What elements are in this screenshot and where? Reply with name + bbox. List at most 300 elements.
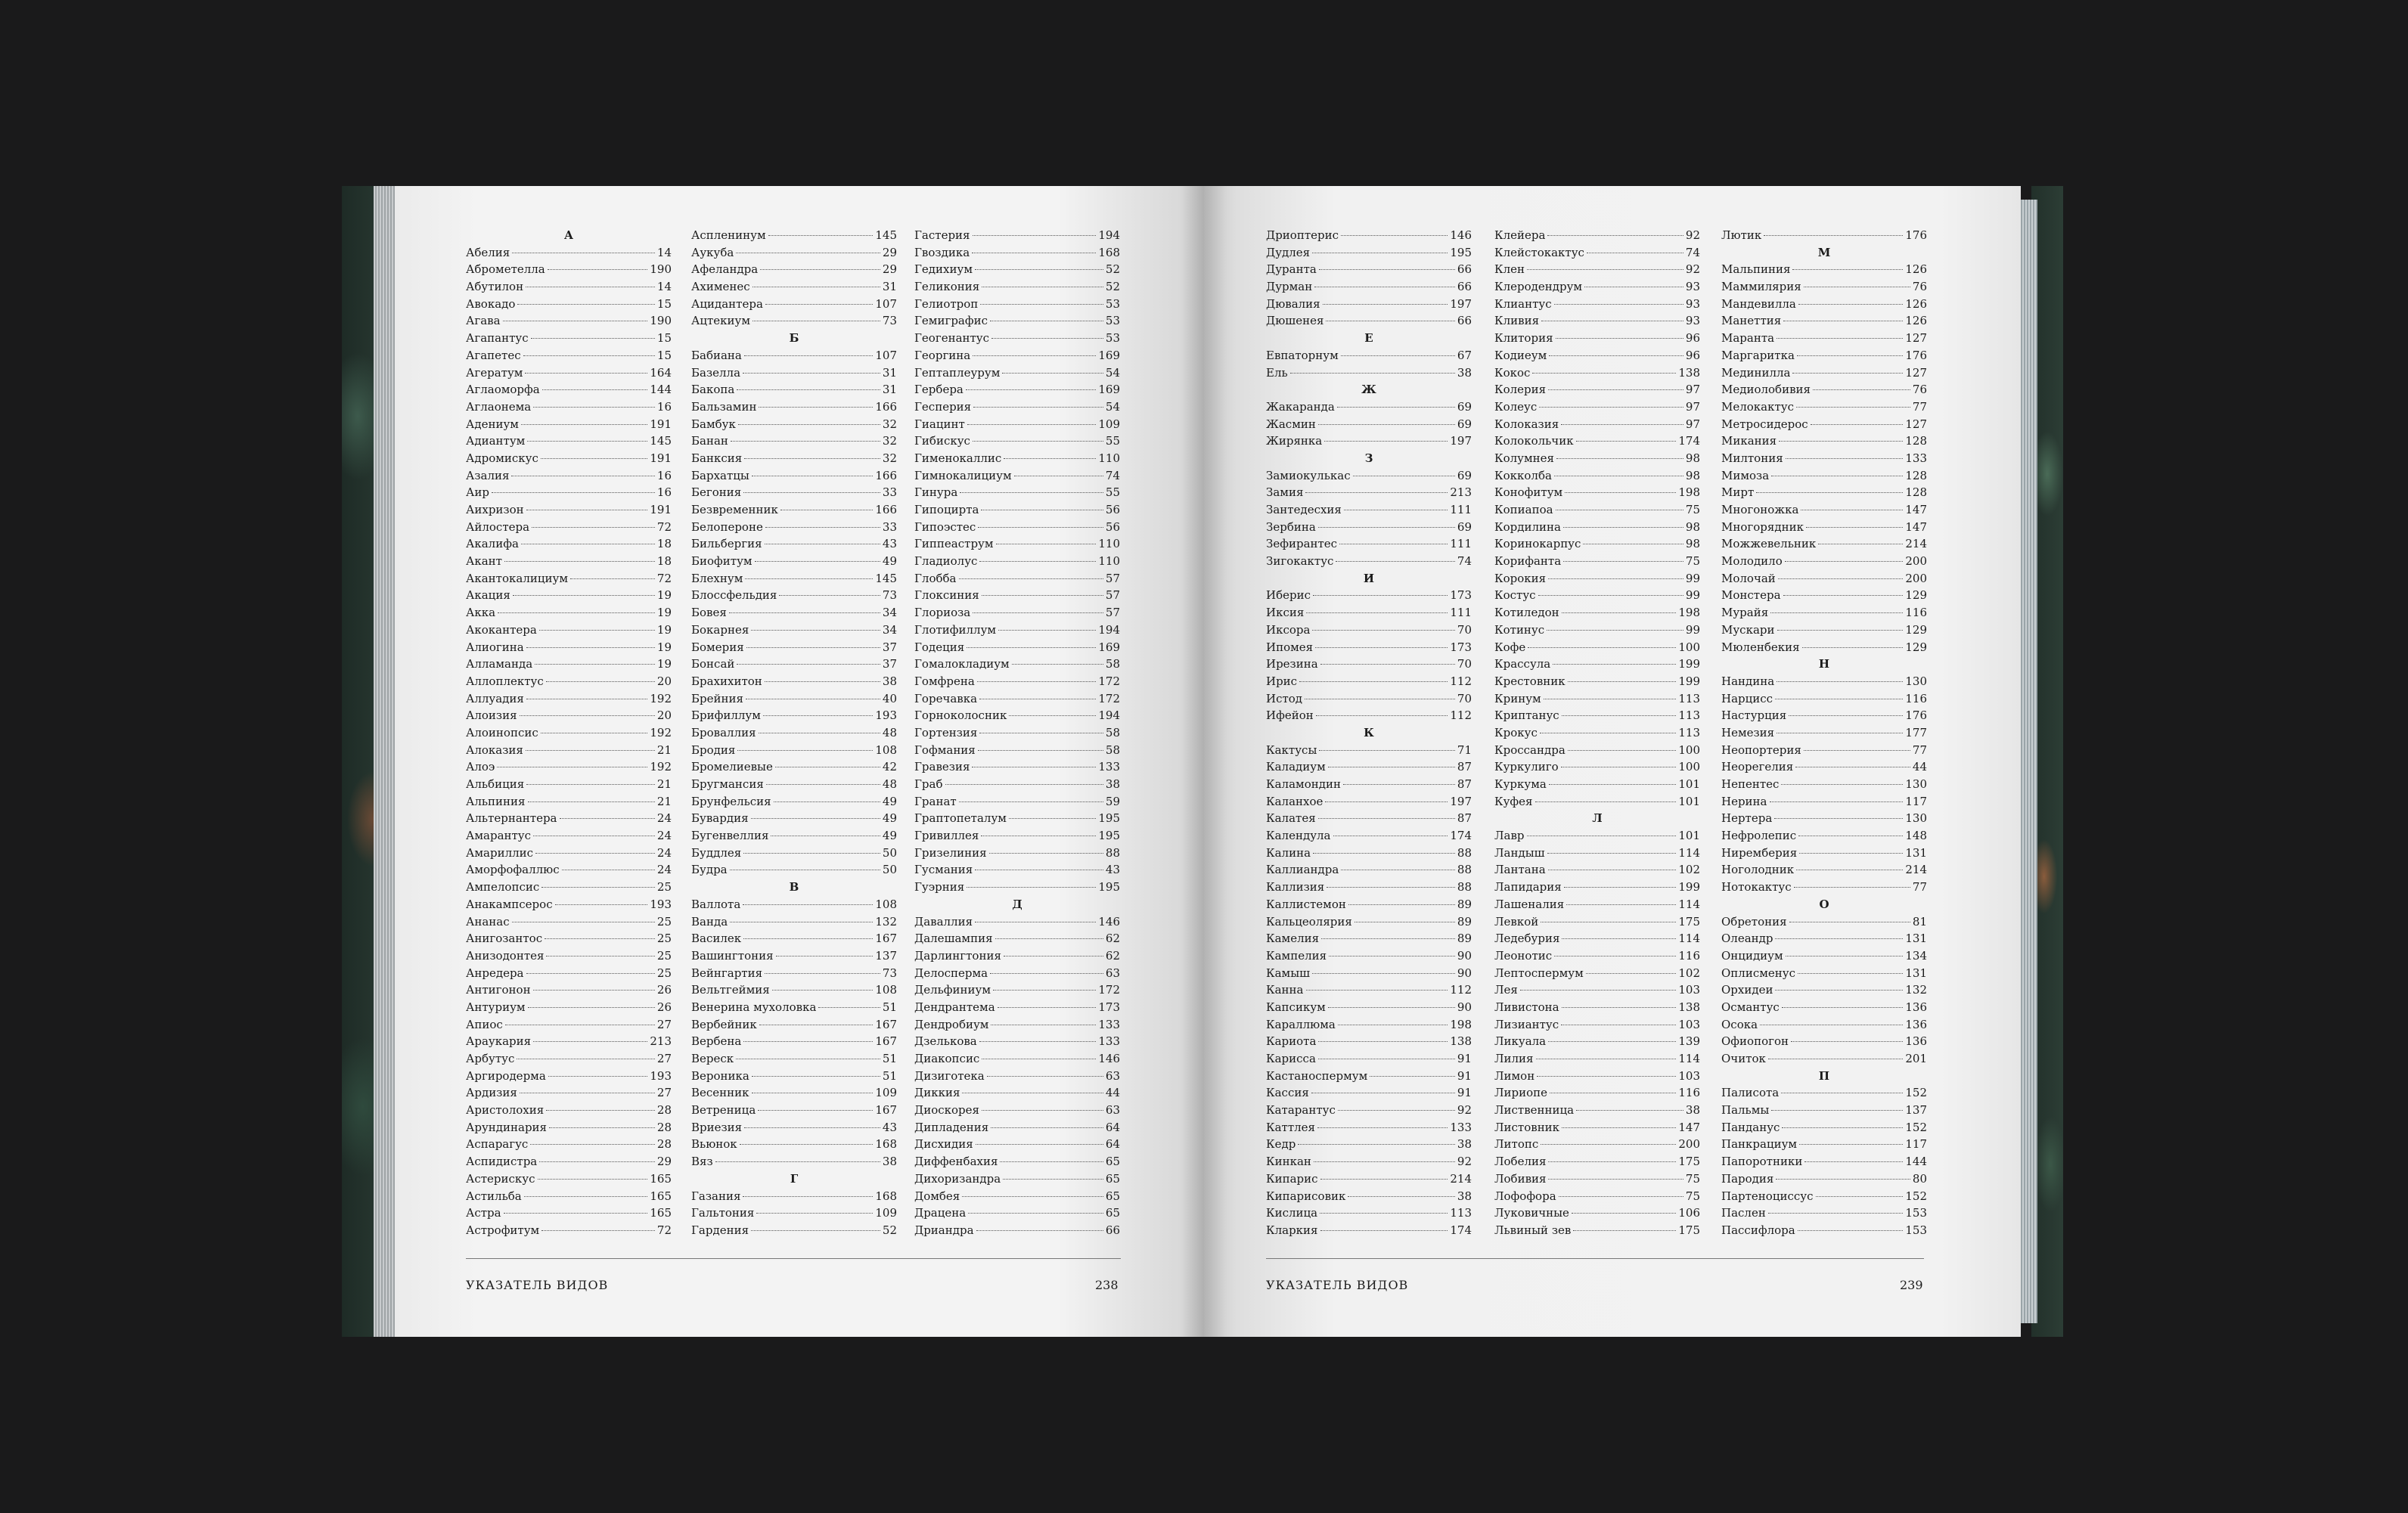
- leader-dots: [1563, 527, 1683, 528]
- index-entry: [466, 381, 672, 398]
- entry-name: Гравезия: [914, 760, 970, 774]
- leader-dots: [993, 990, 1096, 991]
- entry-name: Алоинопсис: [466, 725, 538, 739]
- entry-name: Нотокактус: [1721, 880, 1792, 894]
- entry-name: Ветреница: [691, 1103, 756, 1118]
- entry-name: Ифейон: [1266, 708, 1314, 723]
- entry-page: 55: [1105, 434, 1120, 448]
- entry-page: 133: [1450, 1120, 1472, 1134]
- leader-dots: [756, 1213, 873, 1214]
- index-entry: [691, 690, 897, 708]
- entry-page: 146: [1450, 228, 1472, 242]
- entry-page: 28: [656, 1120, 672, 1134]
- index-entry: [1721, 501, 1927, 519]
- entry-name: Лея: [1494, 983, 1518, 997]
- entry-page: 70: [1457, 622, 1472, 637]
- entry-name: Олеандр: [1721, 932, 1773, 946]
- entry-page: 51: [882, 1000, 897, 1014]
- entry-name: Кокос: [1494, 365, 1531, 380]
- index-entry: [1721, 793, 1927, 811]
- entry-page: 165: [650, 1206, 672, 1220]
- leader-dots: [1782, 1127, 1903, 1128]
- entry-name: Гардения: [691, 1223, 749, 1237]
- index-entry: [1721, 810, 1927, 827]
- index-entry: [691, 587, 897, 604]
- leader-dots: [1520, 990, 1677, 991]
- entry-page: 194: [1098, 708, 1120, 723]
- index-entry: [691, 312, 897, 330]
- leader-dots: [995, 938, 1103, 939]
- entry-page: 97: [1685, 417, 1700, 431]
- entry-page: 51: [882, 1068, 897, 1083]
- index-entry: [691, 913, 897, 931]
- leader-dots: [1348, 904, 1455, 905]
- entry-name: Гипоэстес: [914, 519, 976, 534]
- index-entry: [1494, 758, 1700, 776]
- leader-dots: [1009, 818, 1096, 819]
- entry-name: Иксия: [1266, 606, 1305, 620]
- entry-page: 133: [1098, 1017, 1120, 1031]
- index-entry: [1494, 776, 1700, 793]
- index-entry: [1266, 1050, 1472, 1068]
- entry-name: Аллоплектус: [466, 674, 544, 688]
- leader-dots: [1306, 612, 1448, 613]
- index-entry: [914, 261, 1120, 278]
- entry-page: 48: [882, 725, 897, 739]
- entry-page: 100: [1678, 743, 1700, 757]
- entry-name: Ванда: [691, 914, 728, 929]
- index-entry: [466, 622, 672, 639]
- index-entry: [1494, 707, 1700, 724]
- leader-dots: [779, 595, 880, 596]
- entry-page: 99: [1685, 588, 1700, 603]
- index-entry: [466, 604, 672, 622]
- leader-dots: [1806, 527, 1903, 528]
- entry-name: Клеродендрум: [1494, 280, 1583, 294]
- entry-name: Вельтгеймия: [691, 983, 770, 997]
- index-entry: [1494, 587, 1700, 604]
- entry-name: Клейера: [1494, 228, 1546, 242]
- leader-dots: [743, 373, 880, 374]
- index-entry: [466, 758, 672, 776]
- entry-name: Жакаранда: [1266, 399, 1335, 414]
- leader-dots: [1573, 1230, 1676, 1231]
- index-entry: [691, 896, 897, 913]
- entry-name: Диккия: [914, 1086, 960, 1100]
- index-entry: [914, 776, 1120, 793]
- index-entry: [691, 673, 897, 690]
- entry-name: Лобивия: [1494, 1171, 1547, 1186]
- index-entry: [691, 845, 897, 862]
- index-entry: [914, 364, 1120, 382]
- index-entry: [691, 604, 897, 622]
- entry-page: 34: [882, 622, 897, 637]
- leader-dots: [1553, 664, 1676, 665]
- index-entry: [914, 450, 1120, 467]
- entry-page: 153: [1905, 1223, 1927, 1237]
- entry-page: 20: [656, 708, 672, 723]
- entry-page: 57: [1105, 571, 1120, 585]
- entry-name: Альтернантера: [466, 811, 557, 826]
- index-entry: [1494, 896, 1700, 913]
- entry-name: Колеус: [1494, 399, 1538, 414]
- leader-dots: [1341, 235, 1448, 236]
- leader-dots: [1299, 681, 1448, 682]
- entry-page: 24: [656, 811, 672, 826]
- index-entry: [1721, 604, 1927, 622]
- entry-page: 116: [1905, 606, 1927, 620]
- entry-page: 168: [1098, 245, 1120, 259]
- entry-name: Горноколосник: [914, 708, 1007, 723]
- entry-name: Камыш: [1266, 966, 1311, 980]
- leader-dots: [1312, 630, 1454, 631]
- entry-name: Акокантера: [466, 622, 537, 637]
- entry-name: Кариота: [1266, 1034, 1317, 1049]
- entry-page: 25: [656, 948, 672, 963]
- entry-name: Бокарнея: [691, 622, 749, 637]
- entry-name: Айлостера: [466, 519, 530, 534]
- entry-page: 14: [656, 245, 672, 259]
- entry-name: Гранат: [914, 794, 957, 808]
- entry-page: 77: [1912, 399, 1927, 414]
- entry-name: Агератум: [466, 365, 523, 380]
- leader-dots: [967, 887, 1096, 888]
- leader-dots: [545, 938, 655, 939]
- entry-name: Дювалия: [1266, 296, 1320, 311]
- index-entry: [1721, 758, 1927, 776]
- index-entry: [466, 981, 672, 999]
- index-entry: [1266, 827, 1472, 845]
- entry-page: 19: [656, 606, 672, 620]
- leader-dots: [763, 715, 873, 716]
- index-entry: [914, 707, 1120, 724]
- entry-name: Кальцеолярия: [1266, 914, 1352, 929]
- leader-dots: [768, 235, 874, 236]
- entry-page: 168: [875, 1189, 897, 1203]
- entry-name: Калатея: [1266, 811, 1316, 826]
- index-entry: [1494, 742, 1700, 759]
- leader-dots: [542, 389, 648, 390]
- entry-page: 66: [1457, 314, 1472, 328]
- index-entry: [914, 1170, 1120, 1188]
- leader-dots: [1756, 492, 1903, 493]
- index-entry: [691, 981, 897, 999]
- leader-dots: [1539, 407, 1683, 408]
- leader-dots: [1535, 801, 1677, 802]
- entry-name: Аихризон: [466, 503, 524, 516]
- entry-name: Зантедесхия: [1266, 503, 1342, 516]
- leader-dots: [1548, 578, 1683, 579]
- leader-dots: [1012, 664, 1103, 665]
- entry-name: Глотифиллум: [914, 622, 997, 637]
- entry-name: Астра: [466, 1206, 501, 1220]
- entry-page: 24: [656, 829, 672, 843]
- entry-name: Истод: [1266, 691, 1303, 705]
- entry-page: 28: [656, 1137, 672, 1152]
- entry-page: 57: [1105, 588, 1120, 603]
- index-entry: [1721, 381, 1927, 398]
- entry-page: 110: [1098, 554, 1120, 569]
- entry-name: Папоротники: [1721, 1155, 1803, 1169]
- index-entry: [691, 639, 897, 656]
- leader-dots: [1562, 1127, 1676, 1128]
- index-entry: [691, 278, 897, 296]
- index-entry: [1721, 227, 1927, 244]
- entry-name: Гептаплеурум: [914, 365, 1001, 380]
- entry-page: 74: [1457, 554, 1472, 569]
- index-entry: [1721, 535, 1927, 553]
- index-entry: [914, 330, 1120, 347]
- entry-name: Бонсай: [691, 657, 735, 671]
- index-entry: [914, 1084, 1120, 1102]
- entry-page: 98: [1685, 519, 1700, 534]
- index-entry: [1494, 364, 1700, 382]
- index-entry: [466, 433, 672, 450]
- entry-name: Кларкия: [1266, 1223, 1318, 1237]
- entry-name: Белопероне: [691, 519, 763, 534]
- leader-dots: [1778, 578, 1904, 579]
- entry-name: Акация: [466, 588, 510, 603]
- entry-name: Венерина мухоловка: [691, 1000, 817, 1014]
- entry-page: 80: [1912, 1171, 1927, 1186]
- entry-page: 129: [1905, 622, 1927, 637]
- entry-name: Маранта: [1721, 331, 1775, 346]
- entry-name: Замиокулькас: [1266, 468, 1351, 482]
- entry-page: 114: [1678, 1052, 1700, 1065]
- entry-name: Безвременник: [691, 503, 778, 516]
- entry-page: 58: [1105, 743, 1120, 757]
- entry-name: Гиацинт: [914, 417, 965, 431]
- entry-page: 70: [1457, 691, 1472, 705]
- index-entry: [1266, 364, 1472, 382]
- entry-name: Гипоцирта: [914, 503, 979, 516]
- index-entry: [1494, 227, 1700, 244]
- entry-name: Клитория: [1494, 331, 1553, 346]
- entry-page: 70: [1457, 657, 1472, 671]
- leader-dots: [528, 801, 655, 802]
- entry-page: 64: [1105, 1137, 1120, 1152]
- index-entry: [1721, 450, 1927, 467]
- entry-name: Абелия: [466, 245, 510, 259]
- entry-name: Куркулиго: [1494, 760, 1559, 774]
- entry-page: 27: [656, 1017, 672, 1031]
- index-entry: [691, 793, 897, 811]
- index-entry: [466, 913, 672, 931]
- index-entry: [1494, 484, 1700, 501]
- entry-name: Кроссандра: [1494, 743, 1566, 757]
- entry-page: 131: [1905, 845, 1927, 860]
- entry-page: 198: [1450, 1017, 1472, 1031]
- entry-name: Агапетес: [466, 348, 521, 362]
- leader-dots: [759, 407, 873, 408]
- index-entry: [691, 1068, 897, 1085]
- leader-dots: [523, 355, 655, 356]
- leader-dots: [1775, 938, 1903, 939]
- entry-page: 176: [1905, 228, 1927, 242]
- leader-dots: [976, 1230, 1103, 1231]
- index-column: [914, 227, 1120, 1239]
- leader-dots: [967, 647, 1096, 648]
- entry-page: 126: [1905, 296, 1927, 311]
- index-entry: [914, 1205, 1120, 1222]
- entry-page: 132: [1905, 983, 1927, 997]
- entry-name: Бильбергия: [691, 537, 762, 551]
- entry-name: Коринокарпус: [1494, 537, 1581, 551]
- entry-page: 56: [1105, 519, 1120, 534]
- entry-name: Астерискус: [466, 1171, 535, 1186]
- leader-dots: [1561, 424, 1683, 425]
- leader-dots: [560, 818, 655, 819]
- entry-page: 166: [875, 399, 897, 414]
- index-entry: [466, 1084, 672, 1102]
- entry-page: 19: [656, 588, 672, 603]
- leader-dots: [1576, 1110, 1683, 1111]
- index-entry: [1266, 947, 1472, 965]
- entry-page: 34: [882, 606, 897, 620]
- index-entry: [1494, 861, 1700, 879]
- index-entry: [914, 1016, 1120, 1034]
- entry-name: Гемиграфис: [914, 314, 988, 328]
- entry-page: 112: [1450, 674, 1472, 688]
- index-entry: [1721, 742, 1927, 759]
- entry-page: 53: [1105, 296, 1120, 311]
- entry-name: Нефролепис: [1721, 829, 1797, 843]
- entry-page: 133: [1098, 760, 1120, 774]
- index-entry: [691, 484, 897, 501]
- entry-name: Гедихиум: [914, 262, 973, 277]
- entry-name: Гимнокалициум: [914, 468, 1012, 482]
- entry-name: Мимоза: [1721, 468, 1770, 482]
- index-entry: [466, 879, 672, 896]
- entry-page: 147: [1678, 1120, 1700, 1134]
- index-entry: [1266, 1170, 1472, 1188]
- entry-name: Бувардия: [691, 811, 749, 826]
- entry-name: Панкрациум: [1721, 1137, 1798, 1152]
- entry-name: Дриоптерис: [1266, 228, 1339, 242]
- entry-name: Немезия: [1721, 725, 1775, 739]
- entry-name: Астильба: [466, 1189, 522, 1203]
- entry-page: 113: [1678, 691, 1700, 705]
- entry-page: 32: [882, 417, 897, 431]
- leader-dots: [1323, 304, 1448, 305]
- leader-dots: [1556, 458, 1683, 459]
- entry-name: Палисота: [1721, 1086, 1780, 1100]
- entry-page: 89: [1457, 932, 1472, 946]
- leader-dots: [765, 527, 880, 528]
- index-entry: [466, 1136, 672, 1153]
- index-entry: [1721, 639, 1927, 656]
- entry-page: 15: [656, 296, 672, 311]
- leader-dots: [975, 269, 1103, 270]
- index-entry: [1721, 364, 1927, 382]
- entry-page: 177: [1905, 725, 1927, 739]
- index-entry: [691, 381, 897, 398]
- entry-name: Блехнум: [691, 571, 743, 585]
- entry-page: 43: [882, 1120, 897, 1134]
- entry-name: Газания: [691, 1189, 741, 1203]
- leader-dots: [1783, 595, 1904, 596]
- index-entry: [1494, 1205, 1700, 1222]
- index-entry: [691, 1084, 897, 1102]
- entry-name: Листовник: [1494, 1120, 1560, 1134]
- index-entry: [1721, 330, 1927, 347]
- entry-name: Крестовник: [1494, 674, 1566, 688]
- entry-name: Будра: [691, 863, 728, 877]
- entry-name: Акантокалициум: [466, 571, 568, 585]
- index-entry: [1494, 639, 1700, 656]
- index-entry: [1721, 690, 1927, 708]
- leader-dots: [532, 527, 655, 528]
- entry-page: 198: [1678, 485, 1700, 500]
- index-entry: [1494, 1188, 1700, 1205]
- leader-dots: [1568, 750, 1677, 751]
- index-entry: [914, 793, 1120, 811]
- index-letter-heading: А: [563, 228, 574, 242]
- entry-page: 167: [875, 1017, 897, 1031]
- index-entry: [1494, 913, 1700, 931]
- leader-dots: [1562, 938, 1676, 939]
- index-entry: [691, 656, 897, 673]
- entry-name: Горечавка: [914, 691, 978, 705]
- leader-dots: [744, 458, 880, 459]
- leader-dots: [549, 1127, 655, 1128]
- page-number: 238: [1095, 1278, 1119, 1292]
- leader-dots: [526, 973, 655, 974]
- entry-name: Микания: [1721, 434, 1777, 448]
- entry-name: Василек: [691, 932, 742, 946]
- entry-name: Дендробиум: [914, 1017, 989, 1031]
- entry-name: Аспленинум: [691, 228, 766, 242]
- entry-page: 195: [1098, 811, 1120, 826]
- entry-page: 87: [1457, 777, 1472, 791]
- leader-dots: [765, 973, 880, 974]
- index-entry: [466, 707, 672, 724]
- entry-name: Глориоза: [914, 606, 971, 620]
- entry-page: 152: [1905, 1086, 1927, 1100]
- entry-name: Абутилон: [466, 280, 524, 294]
- entry-name: Османтус: [1721, 1000, 1780, 1014]
- entry-name: Вербейник: [691, 1017, 757, 1031]
- entry-page: 54: [1105, 365, 1120, 380]
- index-entry: [914, 724, 1120, 742]
- leader-dots: [729, 612, 880, 613]
- entry-page: 21: [656, 777, 672, 791]
- index-entry: [914, 244, 1120, 262]
- entry-name: Гортензия: [914, 725, 978, 739]
- leader-dots: [1562, 612, 1677, 613]
- leader-dots: [526, 750, 655, 751]
- leader-dots: [991, 338, 1103, 339]
- index-entry: [1266, 707, 1472, 724]
- leader-dots: [1548, 389, 1683, 390]
- leader-dots: [1586, 973, 1677, 974]
- entry-name: Канна: [1266, 983, 1304, 997]
- index-entry: [1266, 861, 1472, 879]
- entry-name: Адениум: [466, 417, 519, 431]
- leader-dots: [1547, 630, 1683, 631]
- entry-name: Глобба: [914, 571, 957, 585]
- index-entry: [1721, 999, 1927, 1016]
- index-letter-heading: З: [1364, 451, 1373, 465]
- index-entry: [691, 227, 897, 244]
- entry-name: Бархатцы: [691, 468, 749, 482]
- index-entry: [914, 433, 1120, 450]
- entry-page: 27: [656, 1086, 672, 1100]
- entry-name: Банксия: [691, 451, 743, 465]
- leader-dots: [758, 1110, 873, 1111]
- index-entry: [914, 604, 1120, 622]
- entry-page: 97: [1685, 399, 1700, 414]
